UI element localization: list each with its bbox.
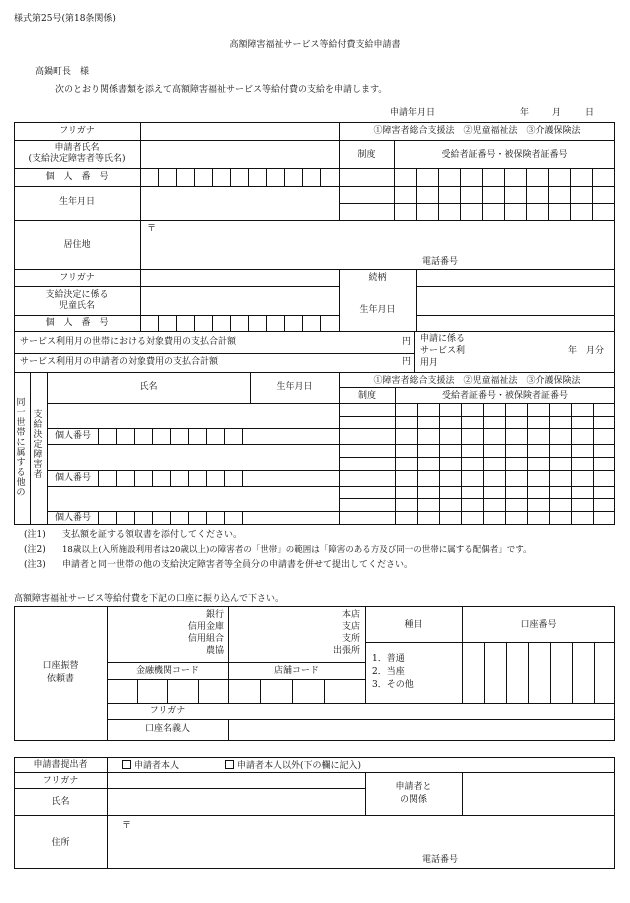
- child-personal-number-label: 個 人 番 号: [45, 318, 109, 328]
- date-year: 年: [520, 108, 530, 118]
- application-date-label: 申請年月日: [390, 108, 436, 118]
- household-name-label: 氏名: [139, 382, 158, 392]
- form-id: 様式第25号(第18条関係): [14, 14, 116, 24]
- household-birthdate-label: 生年月日: [276, 382, 313, 392]
- intro-text: 次のとおり関係書類を添えて高額障害福祉サービス等給付費の支給を申請します。: [55, 85, 388, 95]
- branch-type-branch: 支店: [341, 622, 360, 632]
- applicant-laws: ①障害者総合支援法 ②児童福祉法 ③介護保険法: [373, 126, 581, 136]
- branch-type-office: 支所: [341, 634, 360, 644]
- relation-label-2: の関係: [399, 795, 427, 805]
- service-month-label-2: サービス利: [420, 346, 466, 356]
- addressee: 高鍋町長 様: [35, 67, 90, 77]
- applicant-name-sublabel: (支給決定障害者等氏名): [28, 154, 126, 164]
- postal-mark: 〒: [147, 224, 157, 234]
- note-1-mark: (注1): [24, 530, 46, 540]
- household-system-label: 制度: [357, 391, 376, 401]
- note-1-text: 支払額を証する領収書を添付してください。: [62, 530, 243, 540]
- household-vertical-label-a: 同一世帯に属する他の: [16, 398, 26, 498]
- submitter-label: 申請書提出者: [33, 760, 88, 770]
- child-name-sublabel: 児童氏名: [58, 301, 95, 311]
- submitter-option-other[interactable]: [225, 760, 361, 772]
- address-label: 居住地: [63, 240, 91, 250]
- household-vertical-label-b: 支給決定障害者: [33, 410, 43, 480]
- account-type-label: 種目: [404, 620, 423, 630]
- institution-type-credit-union: 信用組合: [187, 634, 224, 644]
- submitter-option-self[interactable]: [122, 760, 179, 772]
- child-name-label: 支給決定に係る: [45, 290, 109, 300]
- service-month-year-month: 年 月分: [568, 346, 605, 356]
- child-furigana-label: フリガナ: [59, 273, 95, 283]
- household-personal-number-label-1: 個人番号: [55, 431, 92, 441]
- branch-type-head: 本店: [341, 610, 360, 620]
- submitter-address-label: 住所: [51, 838, 70, 848]
- note-2-mark: (注2): [24, 545, 46, 555]
- checkbox-icon[interactable]: [122, 760, 131, 769]
- household-personal-number-label-3: 個人番号: [55, 513, 92, 523]
- applicant-total-label: サービス利用月の申請者の対象費用の支払合計額: [20, 357, 219, 367]
- relation-label-1: 申請者と: [395, 782, 432, 792]
- account-request-label-2: 依頼書: [46, 674, 74, 684]
- date-day: 日: [585, 108, 595, 118]
- submitter-phone-label: 電話番号: [422, 855, 459, 865]
- institution-type-bank: 銀行: [205, 610, 224, 620]
- service-month-label-1: 申請に係る: [420, 334, 466, 344]
- submitter-postal-mark: 〒: [122, 821, 132, 831]
- submitter-furigana-label: フリガナ: [42, 776, 79, 786]
- form-title: 高額障害福祉サービス等給付費支給申請書: [229, 40, 401, 50]
- note-3-text: 申請者と同一世帯の他の支給決定障害者等全員分の申請書を併せて提出してください。: [62, 560, 414, 570]
- household-total-label: サービス利用月の世帯における対象費用の支払合計額: [20, 337, 237, 347]
- household-total-yen: 円: [402, 337, 412, 347]
- phone-label: 電話番号: [422, 257, 459, 267]
- date-month: 月: [552, 108, 562, 118]
- applicant-furigana-label: フリガナ: [59, 126, 95, 136]
- institution-type-shinkin: 信用金庫: [187, 622, 224, 632]
- account-type-option-3: 3．その他: [372, 680, 414, 690]
- bank-code-label: 金融機関コード: [135, 666, 199, 676]
- household-laws: ①障害者総合支援法 ②児童福祉法 ③介護保険法: [373, 376, 581, 386]
- submitter-option-other-label: 申請者本人以外(下の欄に記入): [237, 761, 362, 771]
- holder-furigana-label: フリガナ: [149, 706, 186, 716]
- note-2-text: 18歳以上(入所施設利用者は20歳以上)の障害者の「世帯」の範囲は「障害のある方及び同一の世帯に属する配偶者」です。: [62, 545, 532, 555]
- household-personal-number-label-2: 個人番号: [55, 473, 92, 483]
- applicant-cert-label: 受給者証番号・被保険者証番号: [441, 150, 568, 160]
- account-type-option-1: 1．普通: [372, 654, 405, 664]
- applicant-personal-number-label: 個 人 番 号: [45, 172, 109, 182]
- household-cert-label: 受給者証番号・被保険者証番号: [441, 391, 568, 401]
- branch-code-label: 店舗コード: [273, 666, 319, 676]
- applicant-birthdate-label: 生年月日: [58, 197, 95, 207]
- child-birthdate-label: 生年月日: [359, 305, 396, 315]
- account-number-label: 口座番号: [520, 620, 557, 630]
- submitter-option-self-label: 申請者本人: [134, 761, 180, 771]
- applicant-system-label: 制度: [357, 150, 376, 160]
- checkbox-icon[interactable]: [225, 760, 234, 769]
- note-3-mark: (注3): [24, 560, 46, 570]
- branch-type-sub: 出張所: [332, 646, 360, 656]
- bank-intro: 高額障害福祉サービス等給付費を下記の口座に振り込んで下さい。: [14, 594, 285, 604]
- institution-type-agri: 農協: [205, 646, 224, 656]
- account-request-label-1: 口座振替: [42, 661, 79, 671]
- child-relation-label: 続柄: [368, 273, 387, 283]
- account-type-option-2: 2．当座: [372, 667, 405, 677]
- service-month-label-3: 用月: [420, 358, 439, 368]
- applicant-name-label: 申請者氏名: [54, 143, 100, 153]
- submitter-name-label: 氏名: [51, 797, 70, 807]
- applicant-total-yen: 円: [402, 357, 412, 367]
- submitter-table: [14, 757, 615, 869]
- account-holder-label: 口座名義人: [144, 724, 190, 734]
